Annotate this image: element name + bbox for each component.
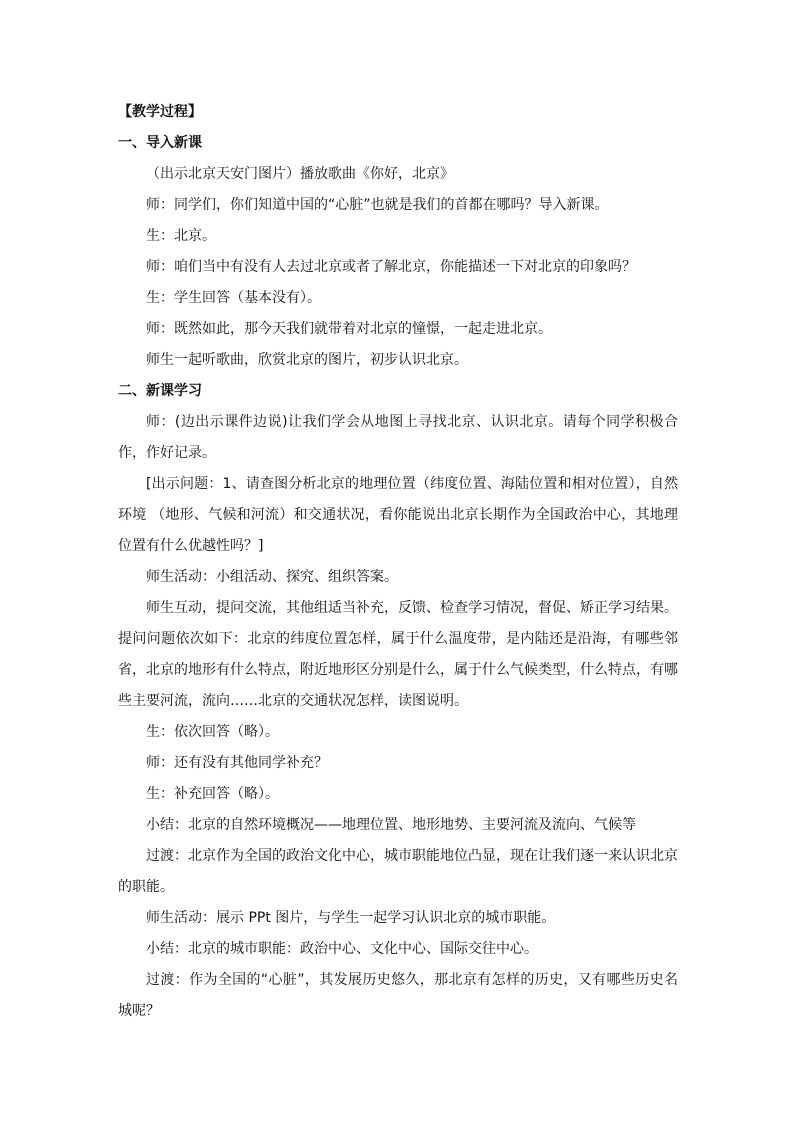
section-2-paragraph: [出示问题：1、请查图分析北京的地理位置（纬度位置、海陆位置和相对位置），自然环境 （地形、气候和河流）和交通状况，看你能说出北京长期作为全国政治中心，其地理位置有什么优越性吗？] xyxy=(118,476,678,554)
section-2-paragraph: 师生互动，提问交流，其他组适当补充，反馈、检查学习情况，督促、矫正学习结果。提问问题依次如下：北京的纬度位置怎样，属于什么温度带，是内陆还是沿海，有哪些邻省，北京的地形有什么特点，附近地形区分别是什么，属于什么气候类型，什么特点，有哪些主要河流，流向……北京的交通状况怎样，读图说明。 xyxy=(118,600,678,709)
section-1-line: 师：同学们，你们知道中国的“心脏”也就是我们的首都在哪吗？导入新课。 xyxy=(146,197,609,213)
section-2-heading: 二、新课学习 xyxy=(118,383,202,399)
section-2-paragraph: 师生活动：小组活动、探究、组织答案。 xyxy=(146,569,398,585)
section-1-line: 师生一起听歌曲，欣赏北京的图片，初步认识北京。 xyxy=(146,352,468,368)
section-2-paragraph: 师：还有没有其他同学补充？ xyxy=(146,755,328,771)
section-2-paragraph: 过渡：北京作为全国的政治文化中心，城市职能地位凸显，现在让我们逐一来认识北京的职能。 xyxy=(118,848,678,895)
document-title: 【教学过程】 xyxy=(118,104,202,120)
section-1-line: 生：北京。 xyxy=(146,228,216,244)
section-1-line: 师：既然如此，那今天我们就带着对北京的憧憬，一起走进北京。 xyxy=(146,321,552,337)
section-2-paragraph: 生：补充回答（略）。 xyxy=(146,786,279,802)
section-2-paragraph: 小结：北京的城市职能：政治中心、文化中心、国际交往中心。 xyxy=(146,941,538,957)
section-2-paragraph: 师：(边出示课件边说)让我们学会从地图上寻找北京、认识北京。请每个同学积极合作，作好记录。 xyxy=(118,414,678,461)
section-1-heading: 一、导入新课 xyxy=(118,135,202,151)
section-2-paragraph: 小结：北京的自然环境概况——地理位置、地形地势、主要河流及流向、气候等 xyxy=(146,817,636,833)
section-2-paragraph: 生：依次回答（略）。 xyxy=(146,724,279,740)
document-page xyxy=(118,97,678,1027)
section-1-line: （出示北京天安门图片）播放歌曲《你好，北京》 xyxy=(146,166,454,182)
section-1-line: 生：学生回答（基本没有）。 xyxy=(146,290,321,306)
section-2-paragraph: 过渡：作为全国的“心脏”，其发展历史悠久，那北京有怎样的历史，又有哪些历史名城呢？ xyxy=(118,972,678,1019)
section-2-paragraph: 师生活动：展示 PPt 图片，与学生一起学习认识北京的城市职能。 xyxy=(146,910,556,926)
section-1-line: 师：咱们当中有没有人去过北京或者了解北京，你能描述一下对北京的印象吗？ xyxy=(146,259,636,275)
